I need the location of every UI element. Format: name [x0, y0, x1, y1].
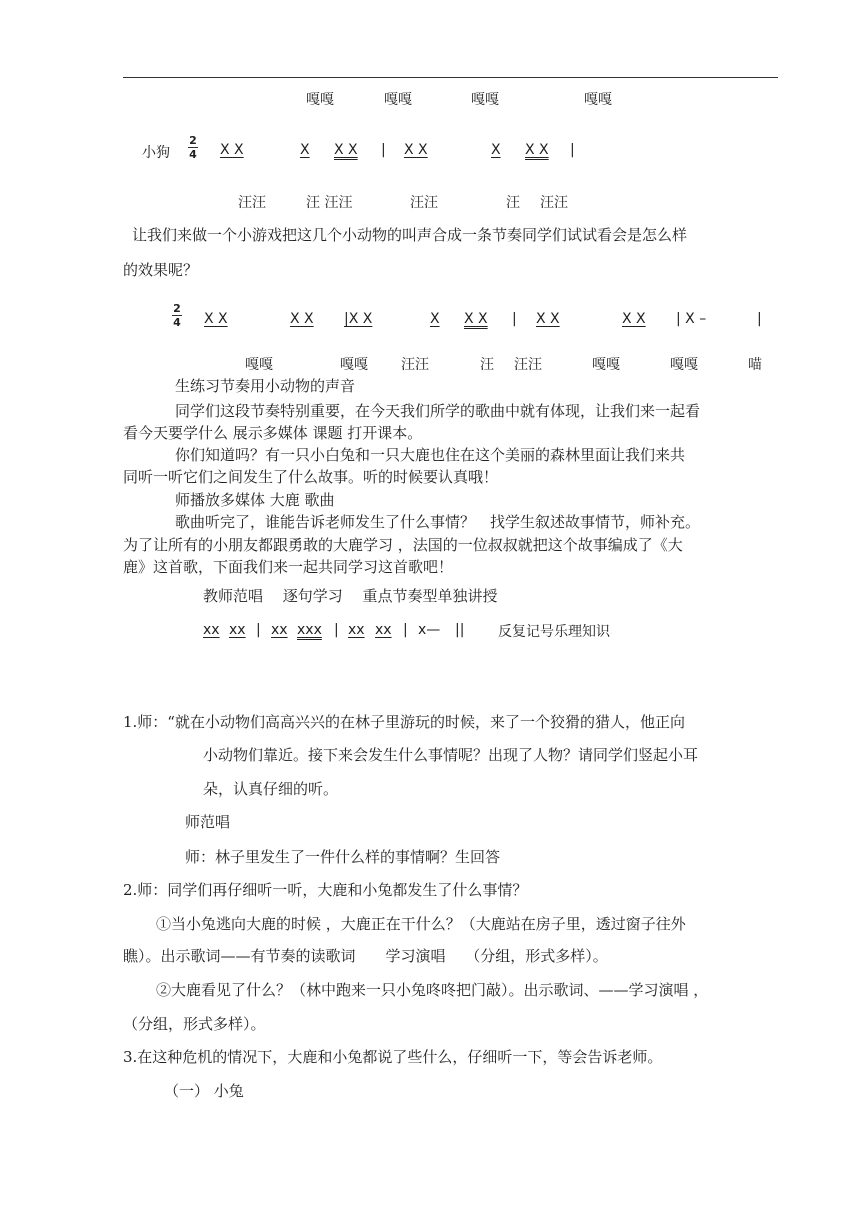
paragraph-line: 同听一听它们之间发生了什么故事。听的时候要认真哦！	[123, 468, 499, 486]
paragraph-line: 3.在这种危机的情况下，大鹿和小兔都说了些什么，仔细听一下，等会告诉老师。	[123, 1048, 663, 1066]
rhythm-note: x—	[418, 622, 441, 638]
rhythm-note: X X	[334, 142, 358, 158]
call-label: 汪汪	[401, 357, 429, 373]
call-label: 汪	[480, 357, 494, 373]
rhythm-note: | X –	[676, 311, 707, 327]
rhythm-note: xxx	[297, 622, 322, 638]
paragraph-line: 1.师：“就在小动物们高高兴兴的在林子里游玩的时候，来了一个狡猾的猎人，他正向	[123, 713, 685, 731]
paragraph-line: 为了让所有的小朋友都跟勇敢的大鹿学习 ，法国的一位叔叔就把这个故事编成了《大	[123, 536, 683, 554]
call-label: 嘎嘎	[592, 357, 620, 373]
barline: |	[570, 142, 575, 158]
paragraph-line: 的效果呢？	[123, 261, 199, 279]
barline: |	[334, 622, 339, 638]
call-label: 汪汪	[540, 195, 568, 211]
call-label: 汪汪	[410, 195, 438, 211]
rhythm-note: X X	[536, 311, 560, 327]
call-label: 汪	[506, 195, 520, 211]
rhythm-note: X X	[204, 311, 228, 327]
paragraph-line: 师范唱	[185, 813, 231, 831]
call-label: 汪汪	[514, 357, 542, 373]
time-signature: 2 4	[189, 134, 197, 161]
paragraph-line: ②大鹿看见了什么？（林中跑来一只小兔咚咚把门敲）。出示歌词、——学习演唱 ，	[156, 981, 709, 999]
rhythm-note: X X	[464, 311, 488, 327]
rhythm-note: X	[300, 142, 310, 158]
paragraph-line: ①当小兔逃向大鹿的时候 ，大鹿正在干什么？（大鹿站在房子里，透过窗子往外	[156, 915, 686, 933]
barline: |	[381, 142, 386, 158]
paragraph-line: 歌曲听完了，谁能告诉老师发生了什么事情？ 找学生叙述故事情节，师补充。	[175, 513, 701, 531]
rhythm-note: X	[491, 142, 501, 158]
call-label: 嘎嘎	[384, 92, 412, 108]
paragraph-line: 看今天要学什么 展示多媒体 课题 打开课本。	[123, 424, 423, 442]
rhythm-note: |X X	[344, 311, 373, 327]
call-label: 嘎嘎	[245, 357, 273, 373]
paragraph-line: 同学们这段节奏特别重要，在今天我们所学的歌曲中就有体现，让我们来一起看	[175, 402, 701, 420]
call-label: 喵	[748, 357, 762, 373]
rhythm-note: xx	[229, 622, 246, 638]
rhythm-note: xx	[348, 622, 365, 638]
dog-label: 小狗	[142, 145, 170, 161]
paragraph-line: 师播放多媒体 大鹿 歌曲	[175, 491, 335, 509]
paragraph-line: 鹿》这首歌，下面我们来一起共同学习这首歌吧！	[123, 558, 454, 576]
call-label: 嘎嘎	[670, 357, 698, 373]
call-label: 嘎嘎	[471, 92, 499, 108]
barline: ||	[455, 622, 465, 638]
rhythm-note: X X	[525, 142, 549, 158]
paragraph-line: （分组，形式多样）。	[123, 1015, 266, 1033]
paragraph-line: 让我们来做一个小游戏把这几个小动物的叫声合成一条节奏同学们试试看会是怎么样	[132, 226, 688, 244]
paragraph-line: 生练习节奏用小动物的声音	[175, 377, 356, 395]
paragraph-line: 2.师：同学们再仔细听一听，大鹿和小兔都发生了什么事情？	[123, 881, 528, 899]
paragraph-line: 瞧）。出示歌词——有节奏的读歌词 学习演唱 （分组，形式多样）。	[123, 947, 608, 965]
time-signature: 2 4	[173, 302, 181, 329]
call-label: 嘎嘎	[306, 92, 334, 108]
barline: |	[757, 311, 762, 327]
call-label: 汪 汪汪	[306, 195, 353, 211]
barline: |	[256, 622, 261, 638]
paragraph-line: 师：林子里发生了一件什么样的事情啊？生回答	[185, 848, 501, 866]
paragraph-line: 朵，认真仔细的听。	[203, 780, 339, 798]
header-rule	[123, 77, 778, 78]
paragraph-line: 小动物们靠近。接下来会发生什么事情呢？出现了人物？请同学们竖起小耳	[203, 746, 699, 764]
paragraph-line: 反复记号乐理知识	[498, 624, 610, 640]
rhythm-note: xx	[203, 622, 220, 638]
paragraph-line: 你们知道吗？有一只小白兔和一只大鹿也住在这个美丽的森林里面让我们来共	[175, 446, 686, 464]
call-label: 嘎嘎	[584, 92, 612, 108]
paragraph-line: （一） 小兔	[164, 1082, 244, 1100]
rhythm-note: X X	[622, 311, 646, 327]
rhythm-note: xx	[375, 622, 392, 638]
barline: |	[512, 311, 517, 327]
paragraph-line: 教师范唱 逐句学习 重点节奏型单独讲授	[203, 587, 498, 605]
rhythm-note: X X	[290, 311, 314, 327]
rhythm-note: xx	[271, 622, 288, 638]
rhythm-note: X X	[220, 142, 244, 158]
call-label: 汪汪	[238, 195, 266, 211]
call-label: 嘎嘎	[340, 357, 368, 373]
barline: |	[403, 622, 408, 638]
rhythm-note: X	[430, 311, 440, 327]
rhythm-note: X X	[404, 142, 428, 158]
